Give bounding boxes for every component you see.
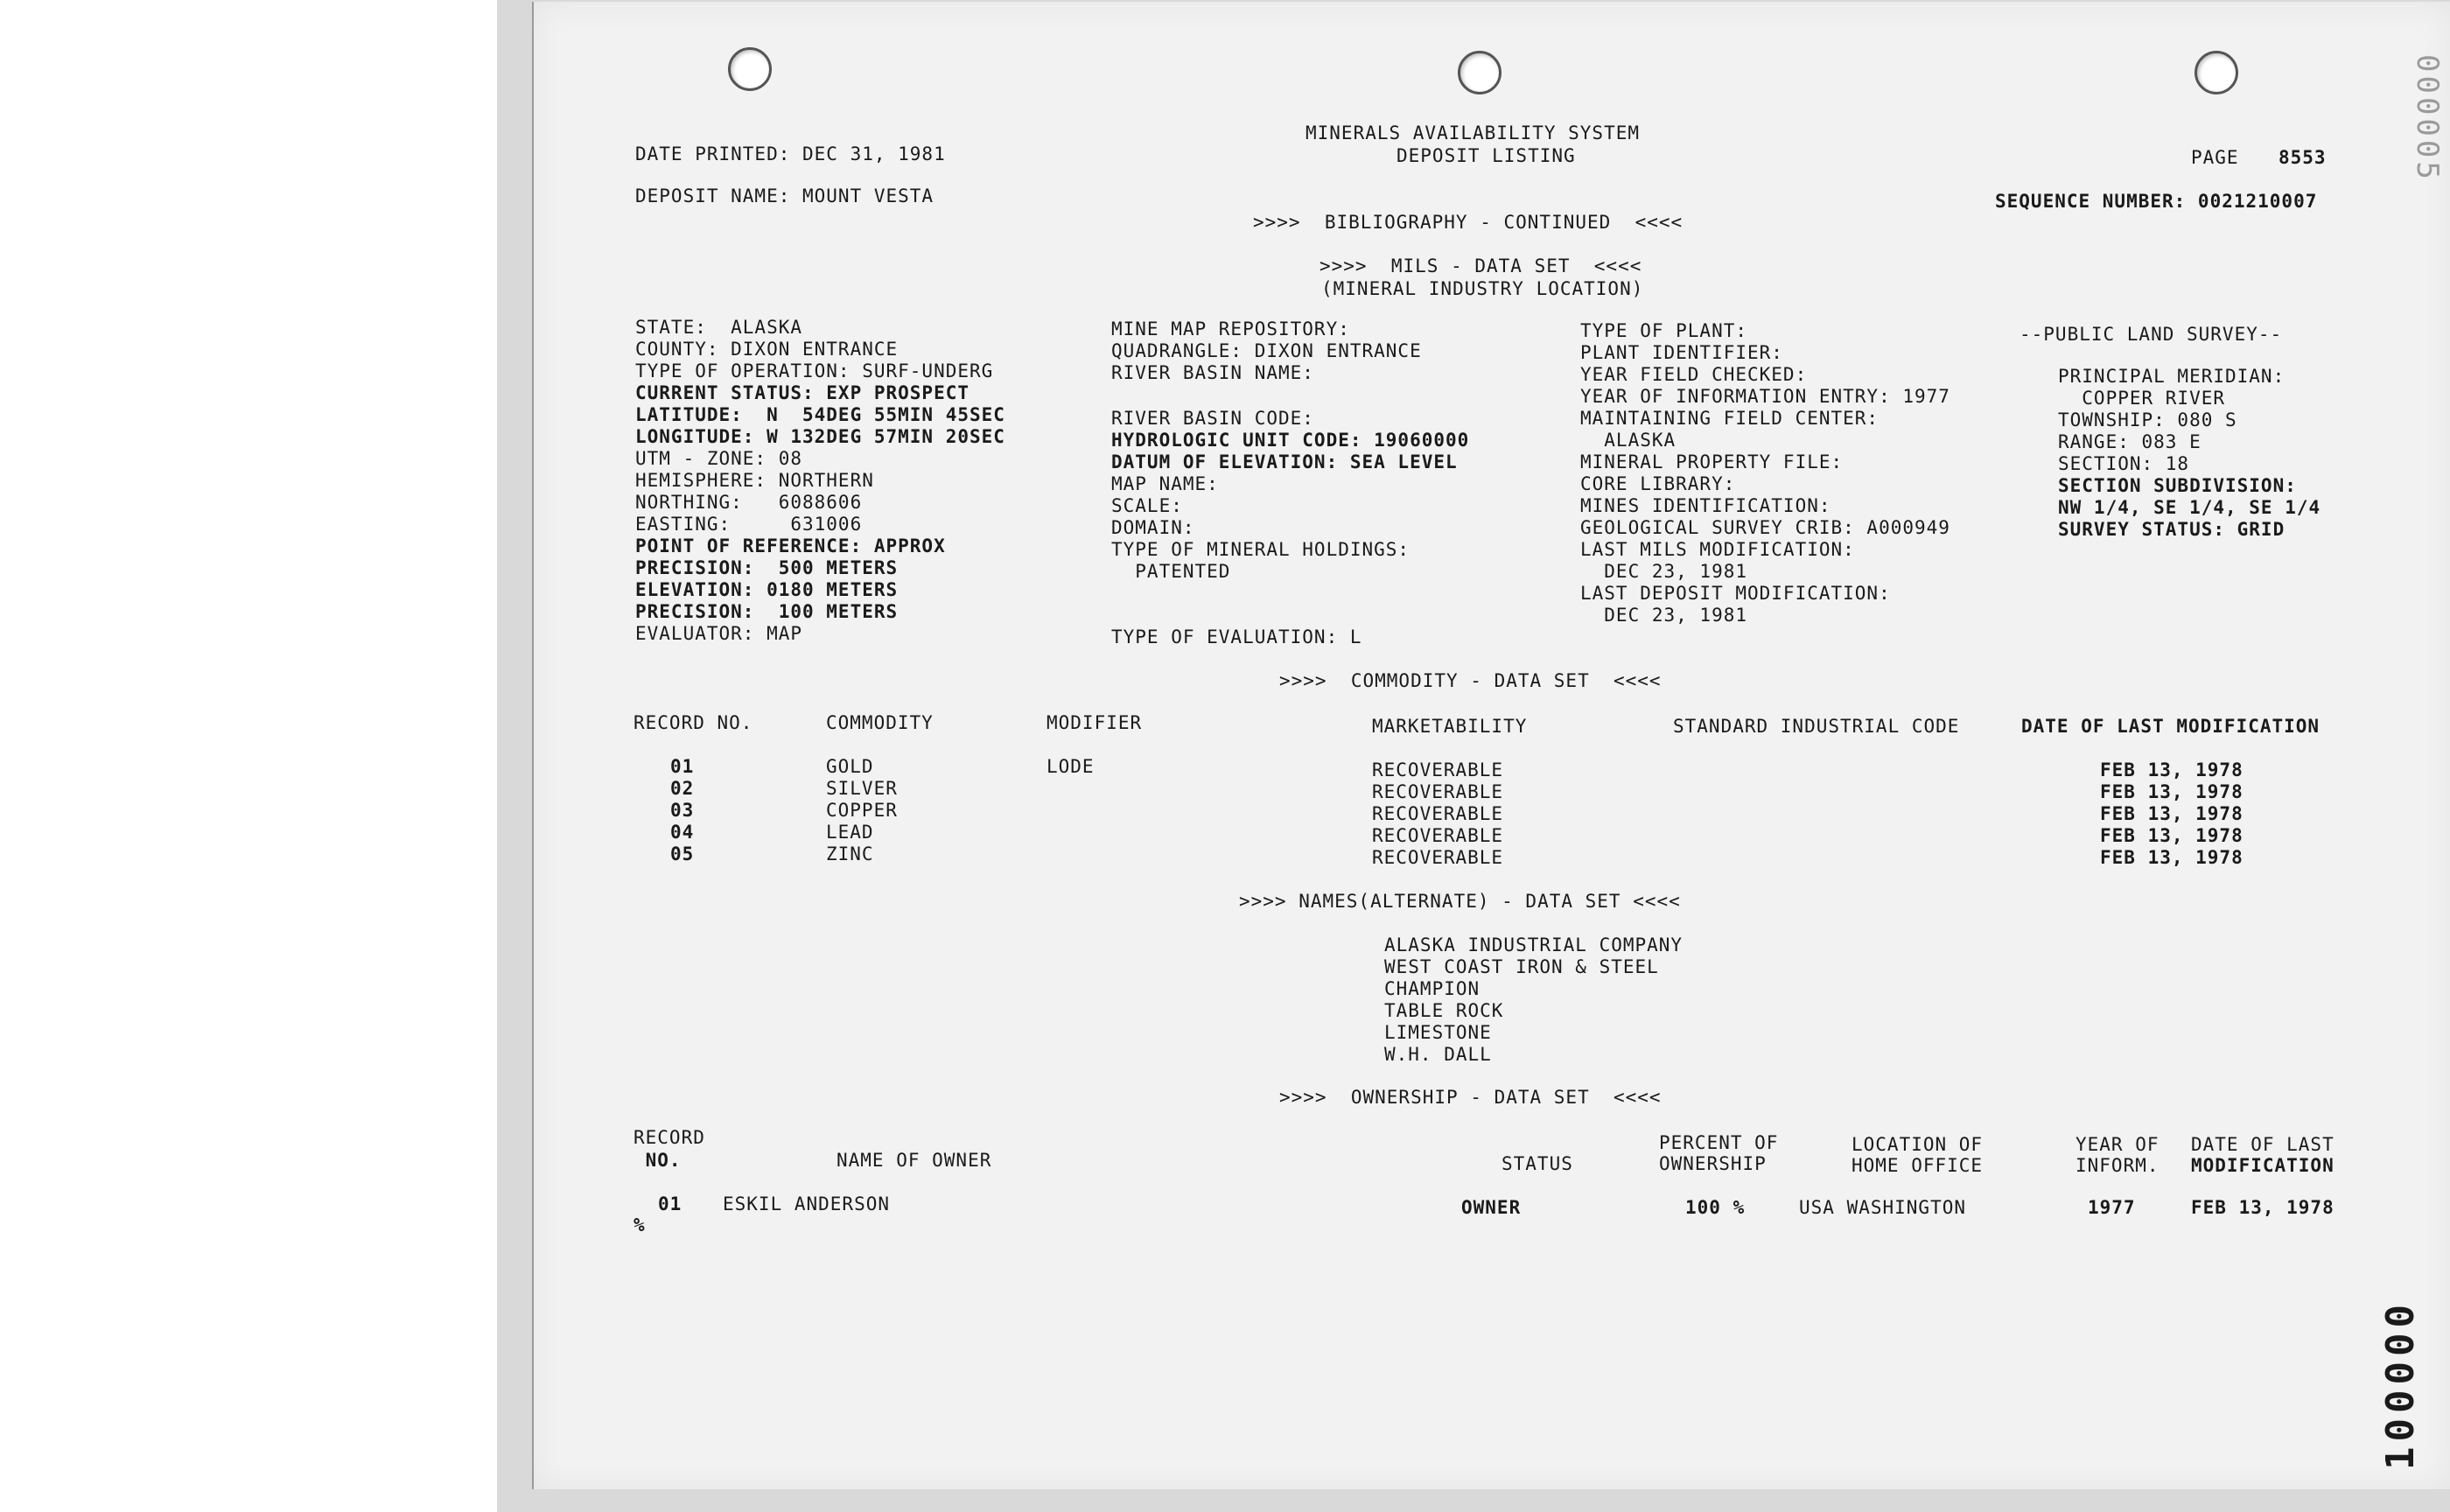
owner-header-year-2: INFORM. xyxy=(2076,1155,2160,1176)
page-label: PAGE xyxy=(2191,147,2239,168)
frame-number-bottom: 100000 xyxy=(2378,1299,2423,1470)
commodity-date: FEB 13, 1978 xyxy=(2100,825,2244,846)
location-field: MINES IDENTIFICATION: xyxy=(1580,495,1831,516)
type-of-evaluation: TYPE OF EVALUATION: L xyxy=(1111,626,1362,648)
alternate-name: CHAMPION xyxy=(1384,978,1480,999)
frame-number-top: 000005 xyxy=(2410,54,2445,183)
owner-year: 1977 xyxy=(2088,1197,2136,1218)
owner-header-name: NAME OF OWNER xyxy=(836,1150,992,1171)
location-field: LATITUDE: N 54DEG 55MIN 45SEC xyxy=(635,404,1005,425)
commodity-marketability: RECOVERABLE xyxy=(1372,825,1504,846)
owner-date: FEB 13, 1978 xyxy=(2191,1197,2334,1218)
location-field: YEAR FIELD CHECKED: xyxy=(1580,364,1808,385)
punch-hole-center xyxy=(1458,51,1502,94)
location-field: EASTING: 631006 xyxy=(635,514,863,535)
location-field: GEOLOGICAL SURVEY CRIB: A000949 xyxy=(1580,517,1950,538)
commodity-header-commodity: COMMODITY xyxy=(826,712,934,733)
commodity-name: COPPER xyxy=(826,800,898,821)
commodity-heading: >>>> COMMODITY - DATA SET <<<< xyxy=(1279,670,1662,691)
location-field: ALASKA xyxy=(1580,430,1676,451)
location-field: SCALE: xyxy=(1111,495,1183,516)
printout-sheet xyxy=(532,2,2450,1489)
sequence-number: SEQUENCE NUMBER: 0021210007 xyxy=(1995,191,2318,212)
location-field: LONGITUDE: W 132DEG 57MIN 20SEC xyxy=(635,426,1005,447)
commodity-name: SILVER xyxy=(826,778,898,799)
commodity-record-no: 01 xyxy=(670,756,695,777)
owner-header-status: STATUS xyxy=(1502,1153,1573,1174)
commodity-header-modifier: MODIFIER xyxy=(1046,712,1143,733)
location-field: MAINTAINING FIELD CENTER: xyxy=(1580,408,1880,429)
owner-location: USA WASHINGTON xyxy=(1799,1197,1967,1218)
location-field: STATE: ALASKA xyxy=(635,317,803,338)
mils-heading: >>>> MILS - DATA SET <<<< xyxy=(1320,256,1642,276)
commodity-record-no: 05 xyxy=(670,844,695,864)
location-field: MAP NAME: xyxy=(1111,473,1219,494)
deposit-name: DEPOSIT NAME: MOUNT VESTA xyxy=(635,186,934,206)
owner-header-location-2: HOME OFFICE xyxy=(1852,1155,1984,1176)
location-field: DEC 23, 1981 xyxy=(1580,561,1748,582)
location-field: UTM - ZONE: 08 xyxy=(635,448,803,469)
location-field: TYPE OF MINERAL HOLDINGS: xyxy=(1111,539,1410,560)
location-field: QUADRANGLE: DIXON ENTRANCE xyxy=(1111,340,1422,361)
owner-percent: 100 % xyxy=(1685,1197,1746,1218)
commodity-modifier: LODE xyxy=(1046,756,1095,777)
location-field: EVALUATOR: MAP xyxy=(635,623,803,644)
location-field: PRECISION: 100 METERS xyxy=(635,601,899,622)
location-field: DEC 23, 1981 xyxy=(1580,605,1748,626)
survey-field: SECTION SUBDIVISION: xyxy=(2058,475,2297,496)
date-printed: DATE PRINTED: DEC 31, 1981 xyxy=(635,144,946,164)
system-title: MINERALS AVAILABILITY SYSTEM xyxy=(1306,122,1641,144)
alternate-name: LIMESTONE xyxy=(1384,1022,1492,1043)
owner-header-year-1: YEAR OF xyxy=(2076,1134,2160,1155)
location-field: RIVER BASIN NAME: xyxy=(1111,362,1314,383)
survey-field: PRINCIPAL MERIDIAN: xyxy=(2058,366,2286,387)
alternate-name: ALASKA INDUSTRIAL COMPANY xyxy=(1384,934,1684,956)
location-field: MINERAL PROPERTY FILE: xyxy=(1580,452,1844,472)
survey-field: TOWNSHIP: 080 S xyxy=(2058,410,2237,430)
bibliography-heading: >>>> BIBLIOGRAPHY - CONTINUED <<<< xyxy=(1253,212,1684,233)
ownership-heading: >>>> OWNERSHIP - DATA SET <<<< xyxy=(1279,1087,1662,1108)
punch-hole-left xyxy=(728,47,772,91)
owner-header-record-1: RECORD xyxy=(634,1127,705,1148)
location-field: CORE LIBRARY: xyxy=(1580,473,1736,494)
commodity-date: FEB 13, 1978 xyxy=(2100,760,2244,780)
commodity-name: ZINC xyxy=(826,844,874,864)
location-field: LAST MILS MODIFICATION: xyxy=(1580,539,1855,560)
location-field: TYPE OF OPERATION: SURF-UNDERG xyxy=(635,360,994,382)
location-field: CURRENT STATUS: EXP PROSPECT xyxy=(635,382,970,403)
alternate-name: WEST COAST IRON & STEEL xyxy=(1384,956,1659,977)
location-field: TYPE OF PLANT: xyxy=(1580,320,1748,341)
commodity-marketability: RECOVERABLE xyxy=(1372,803,1504,824)
owner-header-percent-1: PERCENT OF xyxy=(1659,1132,1779,1153)
location-field: COUNTY: DIXON ENTRANCE xyxy=(635,339,899,360)
location-field: MINE MAP REPOSITORY: xyxy=(1111,318,1350,340)
commodity-header-record: RECORD NO. xyxy=(634,712,753,733)
commodity-name: LEAD xyxy=(826,822,874,843)
location-field: LAST DEPOSIT MODIFICATION: xyxy=(1580,583,1891,604)
commodity-name: GOLD xyxy=(826,756,874,777)
names-heading: >>>> NAMES(ALTERNATE) - DATA SET <<<< xyxy=(1239,891,1681,912)
owner-header-date-2: MODIFICATION xyxy=(2191,1155,2334,1176)
location-field: DATUM OF ELEVATION: SEA LEVEL xyxy=(1111,452,1458,472)
survey-field: NW 1/4, SE 1/4, SE 1/4 xyxy=(2058,497,2321,518)
commodity-marketability: RECOVERABLE xyxy=(1372,847,1504,868)
survey-field: RANGE: 083 E xyxy=(2058,431,2202,452)
owner-header-record-2: NO. xyxy=(634,1150,682,1171)
commodity-record-no: 03 xyxy=(670,800,695,821)
punch-hole-right xyxy=(2194,51,2238,94)
location-field: NORTHING: 6088606 xyxy=(635,492,863,513)
owner-header-date-1: DATE OF LAST xyxy=(2191,1134,2334,1155)
commodity-record-no: 02 xyxy=(670,778,695,799)
location-field: PATENTED xyxy=(1111,561,1231,582)
location-field: YEAR OF INFORMATION ENTRY: 1977 xyxy=(1580,386,1950,407)
location-field: PLANT IDENTIFIER: xyxy=(1580,342,1783,363)
owner-status: OWNER xyxy=(1461,1197,1522,1218)
alternate-name: TABLE ROCK xyxy=(1384,1000,1504,1021)
commodity-marketability: RECOVERABLE xyxy=(1372,781,1504,802)
location-field: HYDROLOGIC UNIT CODE: 19060000 xyxy=(1111,430,1470,451)
mils-subheading: (MINERAL INDUSTRY LOCATION) xyxy=(1321,278,1644,299)
location-field: DOMAIN: xyxy=(1111,517,1195,538)
commodity-header-sic: STANDARD INDUSTRIAL CODE xyxy=(1673,716,1960,737)
commodity-date: FEB 13, 1978 xyxy=(2100,847,2244,868)
location-field: POINT OF REFERENCE: APPROX xyxy=(635,536,946,556)
commodity-marketability: RECOVERABLE xyxy=(1372,760,1504,780)
survey-field: COPPER RIVER xyxy=(2058,388,2226,409)
commodity-header-marketability: MARKETABILITY xyxy=(1372,716,1528,737)
owner-name: ESKIL ANDERSON xyxy=(723,1194,891,1214)
location-field: ELEVATION: 0180 METERS xyxy=(635,579,899,600)
owner-record-no: 01 xyxy=(658,1194,682,1214)
commodity-date: FEB 13, 1978 xyxy=(2100,781,2244,802)
location-field: RIVER BASIN CODE: xyxy=(1111,408,1314,429)
listing-title: DEPOSIT LISTING xyxy=(1396,145,1576,166)
location-field: PRECISION: 500 METERS xyxy=(635,557,899,578)
commodity-record-no: 04 xyxy=(670,822,695,843)
end-of-record-mark: % xyxy=(634,1214,646,1236)
survey-field: SECTION: 18 xyxy=(2058,453,2190,474)
location-field: HEMISPHERE: NORTHERN xyxy=(635,470,874,491)
public-land-survey-title: --PUBLIC LAND SURVEY-- xyxy=(2020,324,2283,345)
commodity-header-date: DATE OF LAST MODIFICATION xyxy=(2021,716,2320,737)
owner-header-location-1: LOCATION OF xyxy=(1852,1134,1984,1155)
page-number: 8553 xyxy=(2278,147,2327,168)
survey-field: SURVEY STATUS: GRID xyxy=(2058,519,2286,540)
commodity-date: FEB 13, 1978 xyxy=(2100,803,2244,824)
owner-header-percent-2: OWNERSHIP xyxy=(1659,1153,1767,1174)
alternate-name: W.H. DALL xyxy=(1384,1044,1492,1065)
